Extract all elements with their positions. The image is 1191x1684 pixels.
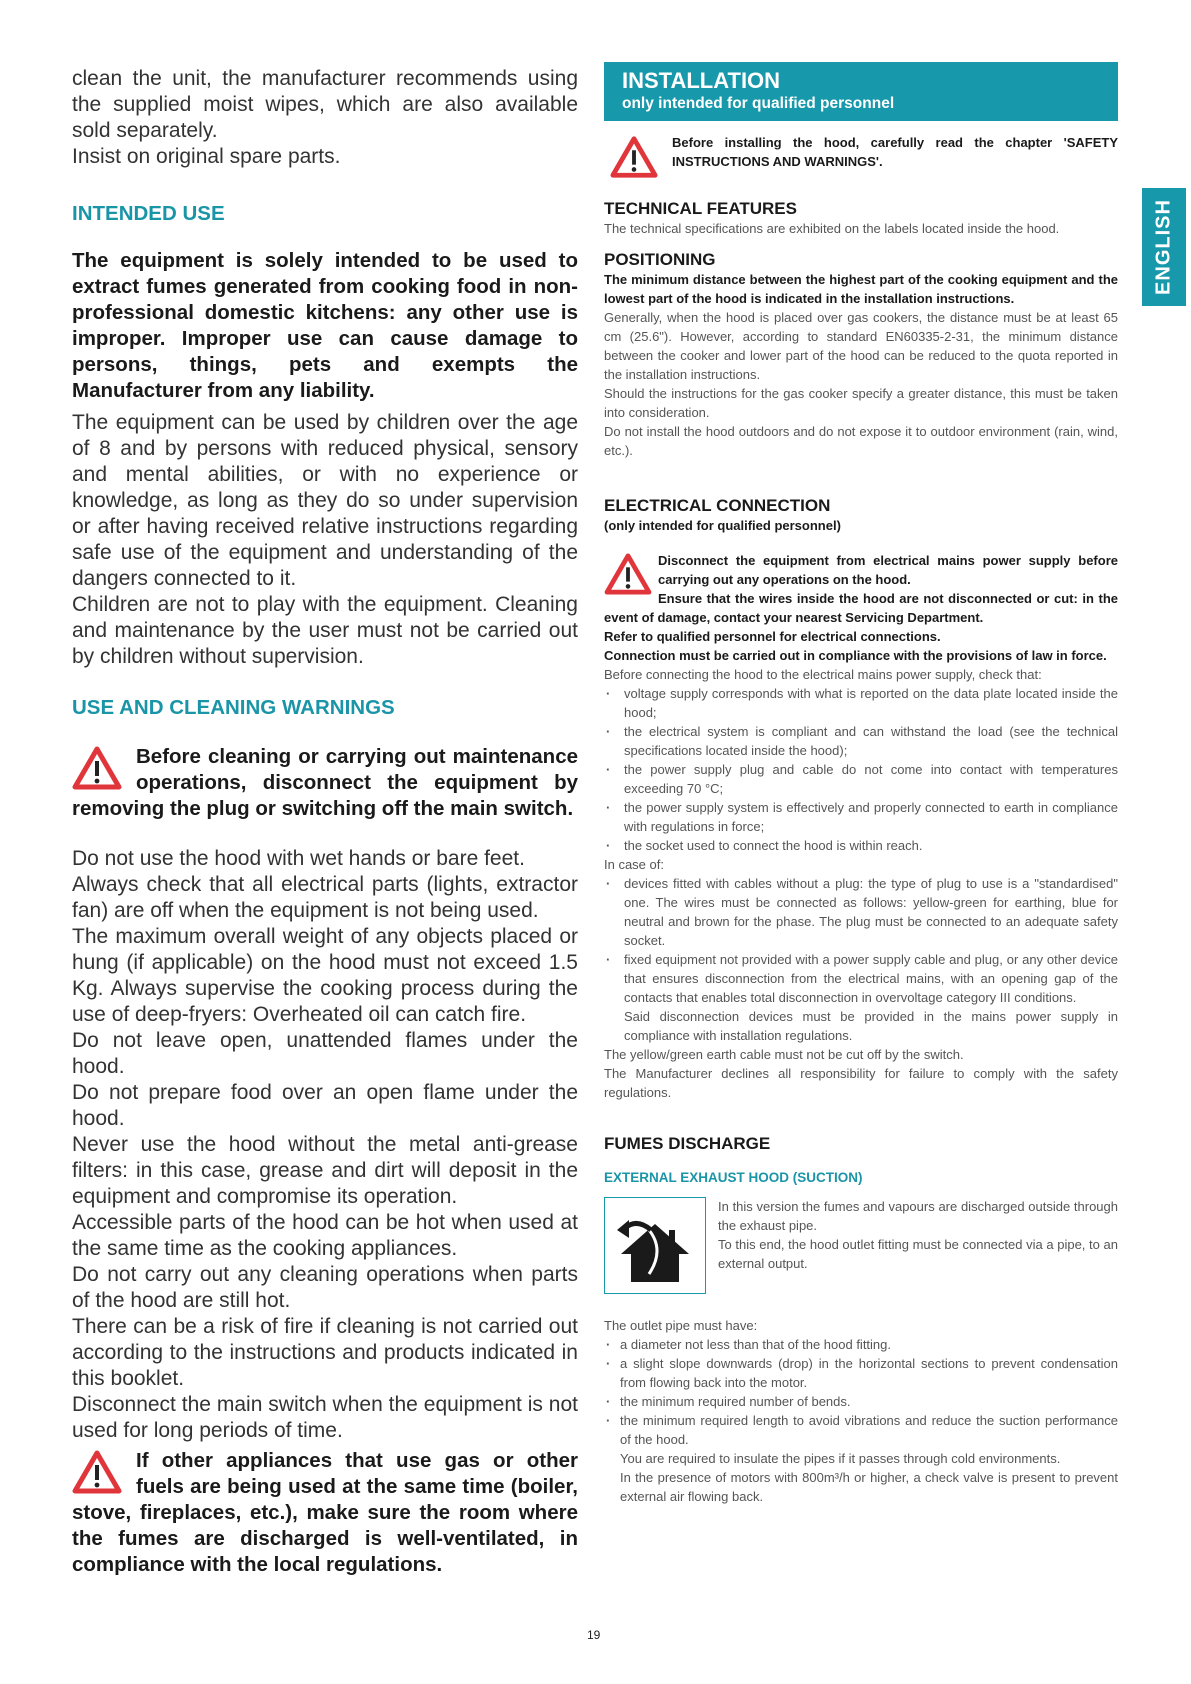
warning-paragraph: Do not carry out any cleaning operations when parts of the hood are still hot. — [72, 1263, 578, 1312]
warning-paragraph: Never use the hood without the metal anti-grease filters: in this case, grease and dirt will deposit in the equipment and compromise its operation. — [72, 1133, 578, 1208]
electrical-warning — [604, 551, 1118, 627]
warning-paragraph: The maximum overall weight of any objects placed or hung (if applicable) on the hood must not exceed 1.5 Kg. Always supervise the cooking process during the use of deep-fryers: Overheated oil can catch fire. — [72, 925, 578, 1026]
installation-title: INSTALLATION — [622, 68, 781, 93]
installation-subtitle: only intended for qualified personnel — [622, 95, 895, 112]
closing-paragraph: The yellow/green earth cable must not be cut off by the switch. — [604, 1047, 964, 1062]
warning-paragraph: There can be a risk of fire if cleaning is not carried out according to the instructions and products indicated in this booklet. — [72, 1315, 578, 1390]
exhaust-text: In this version the fumes and vapours are discharged outside through the exhaust pipe. — [718, 1199, 1118, 1233]
list-item: · voltage supply corresponds with what is reported on the data plate located inside the hood; — [604, 684, 1118, 722]
pipe-note: You are required to insulate the pipes if it passes through cold environments. — [620, 1451, 1061, 1466]
electrical-subheading: (only intended for qualified personnel) — [604, 518, 841, 533]
warning-paragraph: Do not prepare food over an open flame under the hood. — [72, 1081, 578, 1130]
warning-paragraph: Disconnect the main switch when the equipment is not used for long periods of time. — [72, 1393, 578, 1442]
warning-paragraph: Always check that all electrical parts (lights, extractor fan) are off when the equipment is not being used. — [72, 873, 578, 922]
list-item: · a diameter not less than that of the hood fitting. — [604, 1335, 1118, 1354]
fumes-subheading: EXTERNAL EXHAUST HOOD (SUCTION) — [604, 1170, 863, 1185]
fumes-heading: FUMES DISCHARGE — [604, 1134, 771, 1153]
gas-warning-text: If other appliances that use gas or other fuels are being used at the same time (boiler, stove, fireplaces, etc.), make sure the room where the fumes are discharged is well-ventilated, in compliance with the local regulations. — [72, 1449, 578, 1576]
page-number: 19 — [587, 1628, 601, 1642]
warning-paragraph: Do not use the hood with wet hands or bare feet. — [72, 847, 525, 870]
warning-paragraph: Do not leave open, unattended flames under the hood. — [72, 1029, 578, 1078]
list-item: · fixed equipment not provided with a power supply cable and plug, or any other device that ensures disconnection from the electrical mains, with an opening gap of the contacts that enables total disconnection in overvoltage category III conditions. — [604, 950, 1118, 1007]
intro-paragraph: Insist on original spare parts. — [72, 145, 341, 168]
positioning-paragraph: Do not install the hood outdoors and do not expose it to outdoor environment (rain, wind, etc.). — [604, 424, 1118, 458]
warning-triangle-icon — [610, 135, 658, 179]
electrical-warning-text: Disconnect the equipment from electrical mains power supply before carrying out any operations on the hood. — [658, 553, 1118, 587]
pipe-intro: The outlet pipe must have: — [604, 1318, 758, 1333]
electrical-bold: Refer to qualified personnel for electrical connections. — [604, 629, 941, 644]
list-item: · the minimum required number of bends. — [604, 1392, 1118, 1411]
gas-warning — [72, 1448, 578, 1578]
check-list — [604, 684, 1118, 855]
positioning-paragraph: Generally, when the hood is placed over gas cookers, the distance must be at least 65 cm (25.6"). However, according to standard EN60335-2-31, the minimum distance between the cooker and lower part of the hood can be reduced to the quota reported in the installation instructions. — [604, 310, 1118, 382]
left-column — [72, 66, 578, 1578]
cleaning-warning — [72, 744, 578, 822]
positioning-heading: POSITIONING — [604, 250, 716, 269]
list-item: · devices fitted with cables without a plug: the type of plug to use is a "standardised" one. The wires must be connected as follows: yellow-green for earthing, blue for neutral and brown for the phase. The plug must be connected to an adequate safety socket. — [604, 874, 1118, 950]
technical-text: The technical specifications are exhibited on the labels located inside the hood. — [604, 221, 1060, 236]
electrical-bold: Connection must be carried out in compliance with the provisions of law in force. — [604, 648, 1107, 663]
positioning-paragraph: Should the instructions for the gas cooker specify a greater distance, this must be taken into consideration. — [604, 386, 1118, 420]
list-item: · a slight slope downwards (drop) in the horizontal sections to prevent condensation from flowing back into the motor. — [604, 1354, 1118, 1392]
check-intro: Before connecting the hood to the electrical mains power supply, check that: — [604, 667, 1042, 682]
electrical-warning-cont: Ensure that the wires inside the hood are not disconnected or cut: in the event of damage, contact your nearest Servicing Department. — [604, 591, 1118, 625]
case-intro: In case of: — [604, 857, 664, 872]
exhaust-house-icon — [604, 1197, 706, 1294]
language-tab — [1142, 188, 1186, 306]
technical-heading: TECHNICAL FEATURES — [604, 199, 797, 218]
intro-paragraph: clean the unit, the manufacturer recommends using the supplied moist wipes, which are also available sold separately. — [72, 67, 578, 142]
intended-use-paragraph: Children are not to play with the equipment. Cleaning and maintenance by the user must not be carried out by children without supervision. — [72, 593, 578, 668]
language-label: ENGLISH — [1152, 199, 1175, 295]
intended-use-paragraph: The equipment can be used by children over the age of 8 and by persons with reduced physical, sensory and mental abilities, or with no experience or knowledge, as long as they do so under supervision or after having received relative instructions regarding safe use of the equipment and understanding of the dangers connected to it. — [72, 411, 578, 590]
closing-paragraph: The Manufacturer declines all responsibility for failure to comply with the safety regulations. — [604, 1066, 1118, 1100]
electrical-heading: ELECTRICAL CONNECTION — [604, 496, 831, 515]
list-item: · the minimum required length to avoid vibrations and reduce the suction performance of the hood. — [604, 1411, 1118, 1449]
warning-triangle-icon — [604, 553, 652, 595]
exhaust-text: To this end, the hood outlet fitting must be connected via a pipe, to an external output. — [718, 1237, 1118, 1271]
list-item: · the socket used to connect the hood is within reach. — [604, 836, 1118, 855]
install-warning — [604, 133, 1118, 181]
case-note: Said disconnection devices must be provided in the mains power supply in compliance with installation regulations. — [624, 1009, 1118, 1043]
install-warning-text: Before installing the hood, carefully read the chapter 'SAFETY INSTRUCTIONS AND WARNINGS'. — [672, 135, 1118, 169]
warnings-heading: USE AND CLEANING WARNINGS — [72, 696, 395, 719]
intended-use-bold: The equipment is solely intended to be used to extract fumes generated from cooking food in non-professional domestic kitchens: any other use is improper. Improper use can cause damage to persons, things, pets and exempts the Manufacturer from any liability. — [72, 249, 578, 402]
positioning-bold: The minimum distance between the highest part of the cooking equipment and the lowest part of the hood is indicated in the installation instructions. — [604, 272, 1118, 306]
warning-paragraph: Accessible parts of the hood can be hot when used at the same time as the cooking appliances. — [72, 1211, 578, 1260]
cleaning-warning-text: Before cleaning or carrying out maintenance operations, disconnect the equipment by removing the plug or switching off the main switch. — [72, 745, 578, 820]
intended-use-heading: INTENDED USE — [72, 202, 225, 225]
pipe-list — [604, 1335, 1118, 1449]
list-item: · the electrical system is compliant and can withstand the load (see the technical specifications located inside the hood); — [604, 722, 1118, 760]
warning-triangle-icon — [72, 746, 122, 790]
right-column — [604, 62, 1118, 1506]
list-item: · the power supply plug and cable do not come into contact with temperatures exceeding 70 °C; — [604, 760, 1118, 798]
warning-triangle-icon — [72, 1450, 122, 1494]
list-item: · the power supply system is effectively and properly connected to earth in compliance with regulations in force; — [604, 798, 1118, 836]
pipe-note: In the presence of motors with 800m³/h or higher, a check valve is present to prevent external air flowing back. — [620, 1470, 1118, 1504]
case-list — [604, 874, 1118, 1007]
exhaust-block — [604, 1197, 1118, 1294]
installation-banner — [604, 62, 1118, 121]
